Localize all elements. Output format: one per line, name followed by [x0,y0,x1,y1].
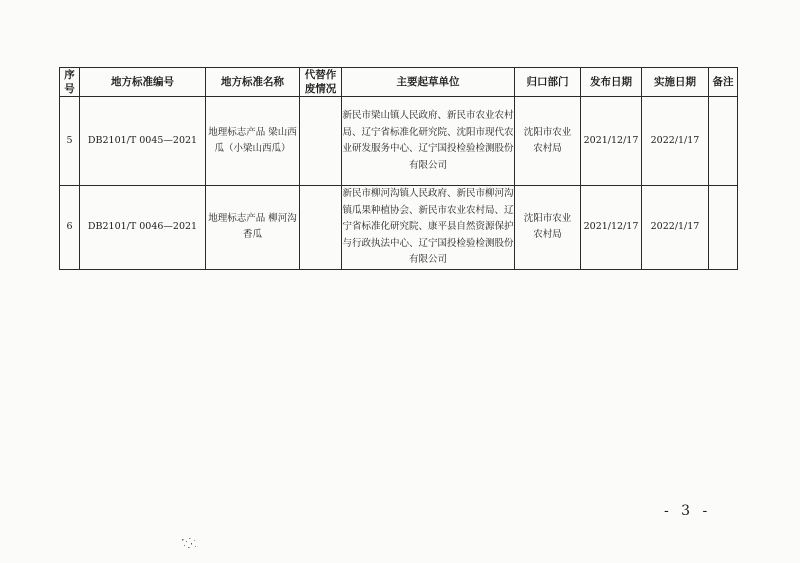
cell-drafters: 新民市梁山镇人民政府、新民市农业农村局、辽宁省标准化研究院、沈阳市现代农业研发服务中心、辽宁国投检验检测股份有限公司 [342,97,515,186]
cell-replaces [300,97,342,186]
cell-effective-date: 2022/1/17 [642,186,709,270]
header-seq: 序号 [60,68,80,97]
cell-effective-date: 2022/1/17 [642,97,709,186]
table-row [60,97,738,186]
scan-speck-mark [180,536,200,552]
table-row [60,186,738,270]
cell-dept: 沈阳市农业农村局 [515,97,581,186]
standards-table [59,67,738,270]
cell-drafters: 新民市柳河沟镇人民政府、新民市柳河沟镇瓜果种植协会、新民市农业农村局、辽宁省标准化研究院、康平县自然资源保护与行政执法中心、辽宁国投检验检测股份有限公司 [342,186,515,270]
cell-code: DB2101/T 0045—2021 [80,97,206,186]
header-effective-date: 实施日期 [642,68,709,97]
header-remark: 备注 [709,68,738,97]
header-publish-date: 发布日期 [581,68,642,97]
cell-seq: 6 [60,186,80,270]
cell-replaces [300,186,342,270]
cell-seq: 5 [60,97,80,186]
header-drafters: 主要起草单位 [342,68,515,97]
table-header-row [60,68,738,97]
cell-remark [709,186,738,270]
cell-publish-date: 2021/12/17 [581,97,642,186]
cell-code: DB2101/T 0046—2021 [80,186,206,270]
header-name: 地方标准名称 [206,68,300,97]
header-code: 地方标准编号 [80,68,206,97]
header-replaces: 代替作废情况 [300,68,342,97]
header-dept: 归口部门 [515,68,581,97]
cell-name: 地理标志产品 梁山西瓜（小梁山西瓜） [206,97,300,186]
cell-name: 地理标志产品 柳河沟香瓜 [206,186,300,270]
cell-remark [709,97,738,186]
cell-dept: 沈阳市农业农村局 [515,186,581,270]
page-number: - 3 - [664,503,712,519]
cell-publish-date: 2021/12/17 [581,186,642,270]
